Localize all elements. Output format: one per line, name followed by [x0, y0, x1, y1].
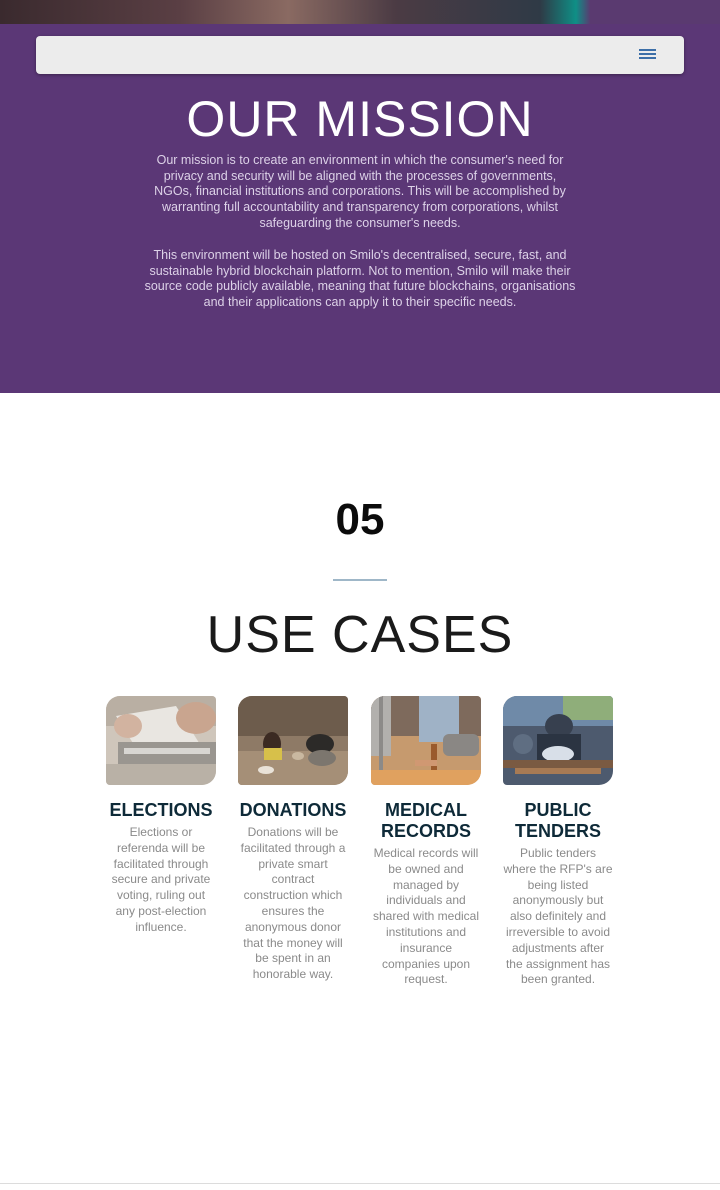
- mission-paragraph-2: This environment will be hosted on Smilo's decentralised, secure, fast, and sustainable hybrid blockchain platform. Not to mention, Smilo will make their source code publicly available, meaning that future blockchains, organisations and their applications can apply it to their specific needs.: [144, 248, 576, 310]
- mission-paragraph-1: Our mission is to create an environment in which the consumer's need for privacy and security will be aligned with the processes of governments, NGOs, financial institutions and corporations. This will be accomplished by warranting full accountability and transparency from corporations, whilst safeguarding the consumer's needs.: [154, 153, 566, 230]
- card-title: PUBLIC TENDERS: [514, 800, 601, 841]
- card-description: Public tenders where the RFP's are being listed anonymously but also definitely and irreversible to avoid adjustments after the assignment has been granted.: [503, 846, 613, 987]
- card-title: MEDICAL RECORDS: [380, 800, 471, 841]
- medical-records-image: [371, 696, 481, 785]
- public-tenders-image: [503, 696, 613, 785]
- hero-background-photo: [0, 0, 720, 26]
- section-title: USE CASES: [206, 606, 514, 664]
- use-case-card-public-tenders: [492, 696, 624, 988]
- hamburger-menu-icon[interactable]: [635, 47, 659, 63]
- section-number: 05: [335, 495, 385, 544]
- elections-image: [106, 696, 216, 785]
- card-description: Elections or referenda will be facilitated through secure and private voting, ruling out any post-election influence.: [111, 825, 211, 934]
- donations-image: [238, 696, 348, 785]
- use-case-card-medical-records: [360, 696, 492, 988]
- use-case-card-elections: [95, 696, 227, 936]
- card-title: ELECTIONS: [109, 800, 213, 820]
- mission-title: OUR MISSION: [186, 91, 534, 147]
- navbar: [36, 36, 684, 74]
- use-case-card-donations: [227, 696, 359, 983]
- card-title: DONATIONS: [239, 800, 347, 820]
- footer-divider: [0, 1183, 720, 1184]
- card-description: Donations will be facilitated through a private smart contract construction which ensures the anonymous donor that the money will be spent in an honorable way.: [240, 825, 346, 982]
- card-description: Medical records will be owned and managed by individuals and shared with medical institutions and insurance companies upon request.: [372, 846, 480, 987]
- section-divider: [333, 579, 387, 581]
